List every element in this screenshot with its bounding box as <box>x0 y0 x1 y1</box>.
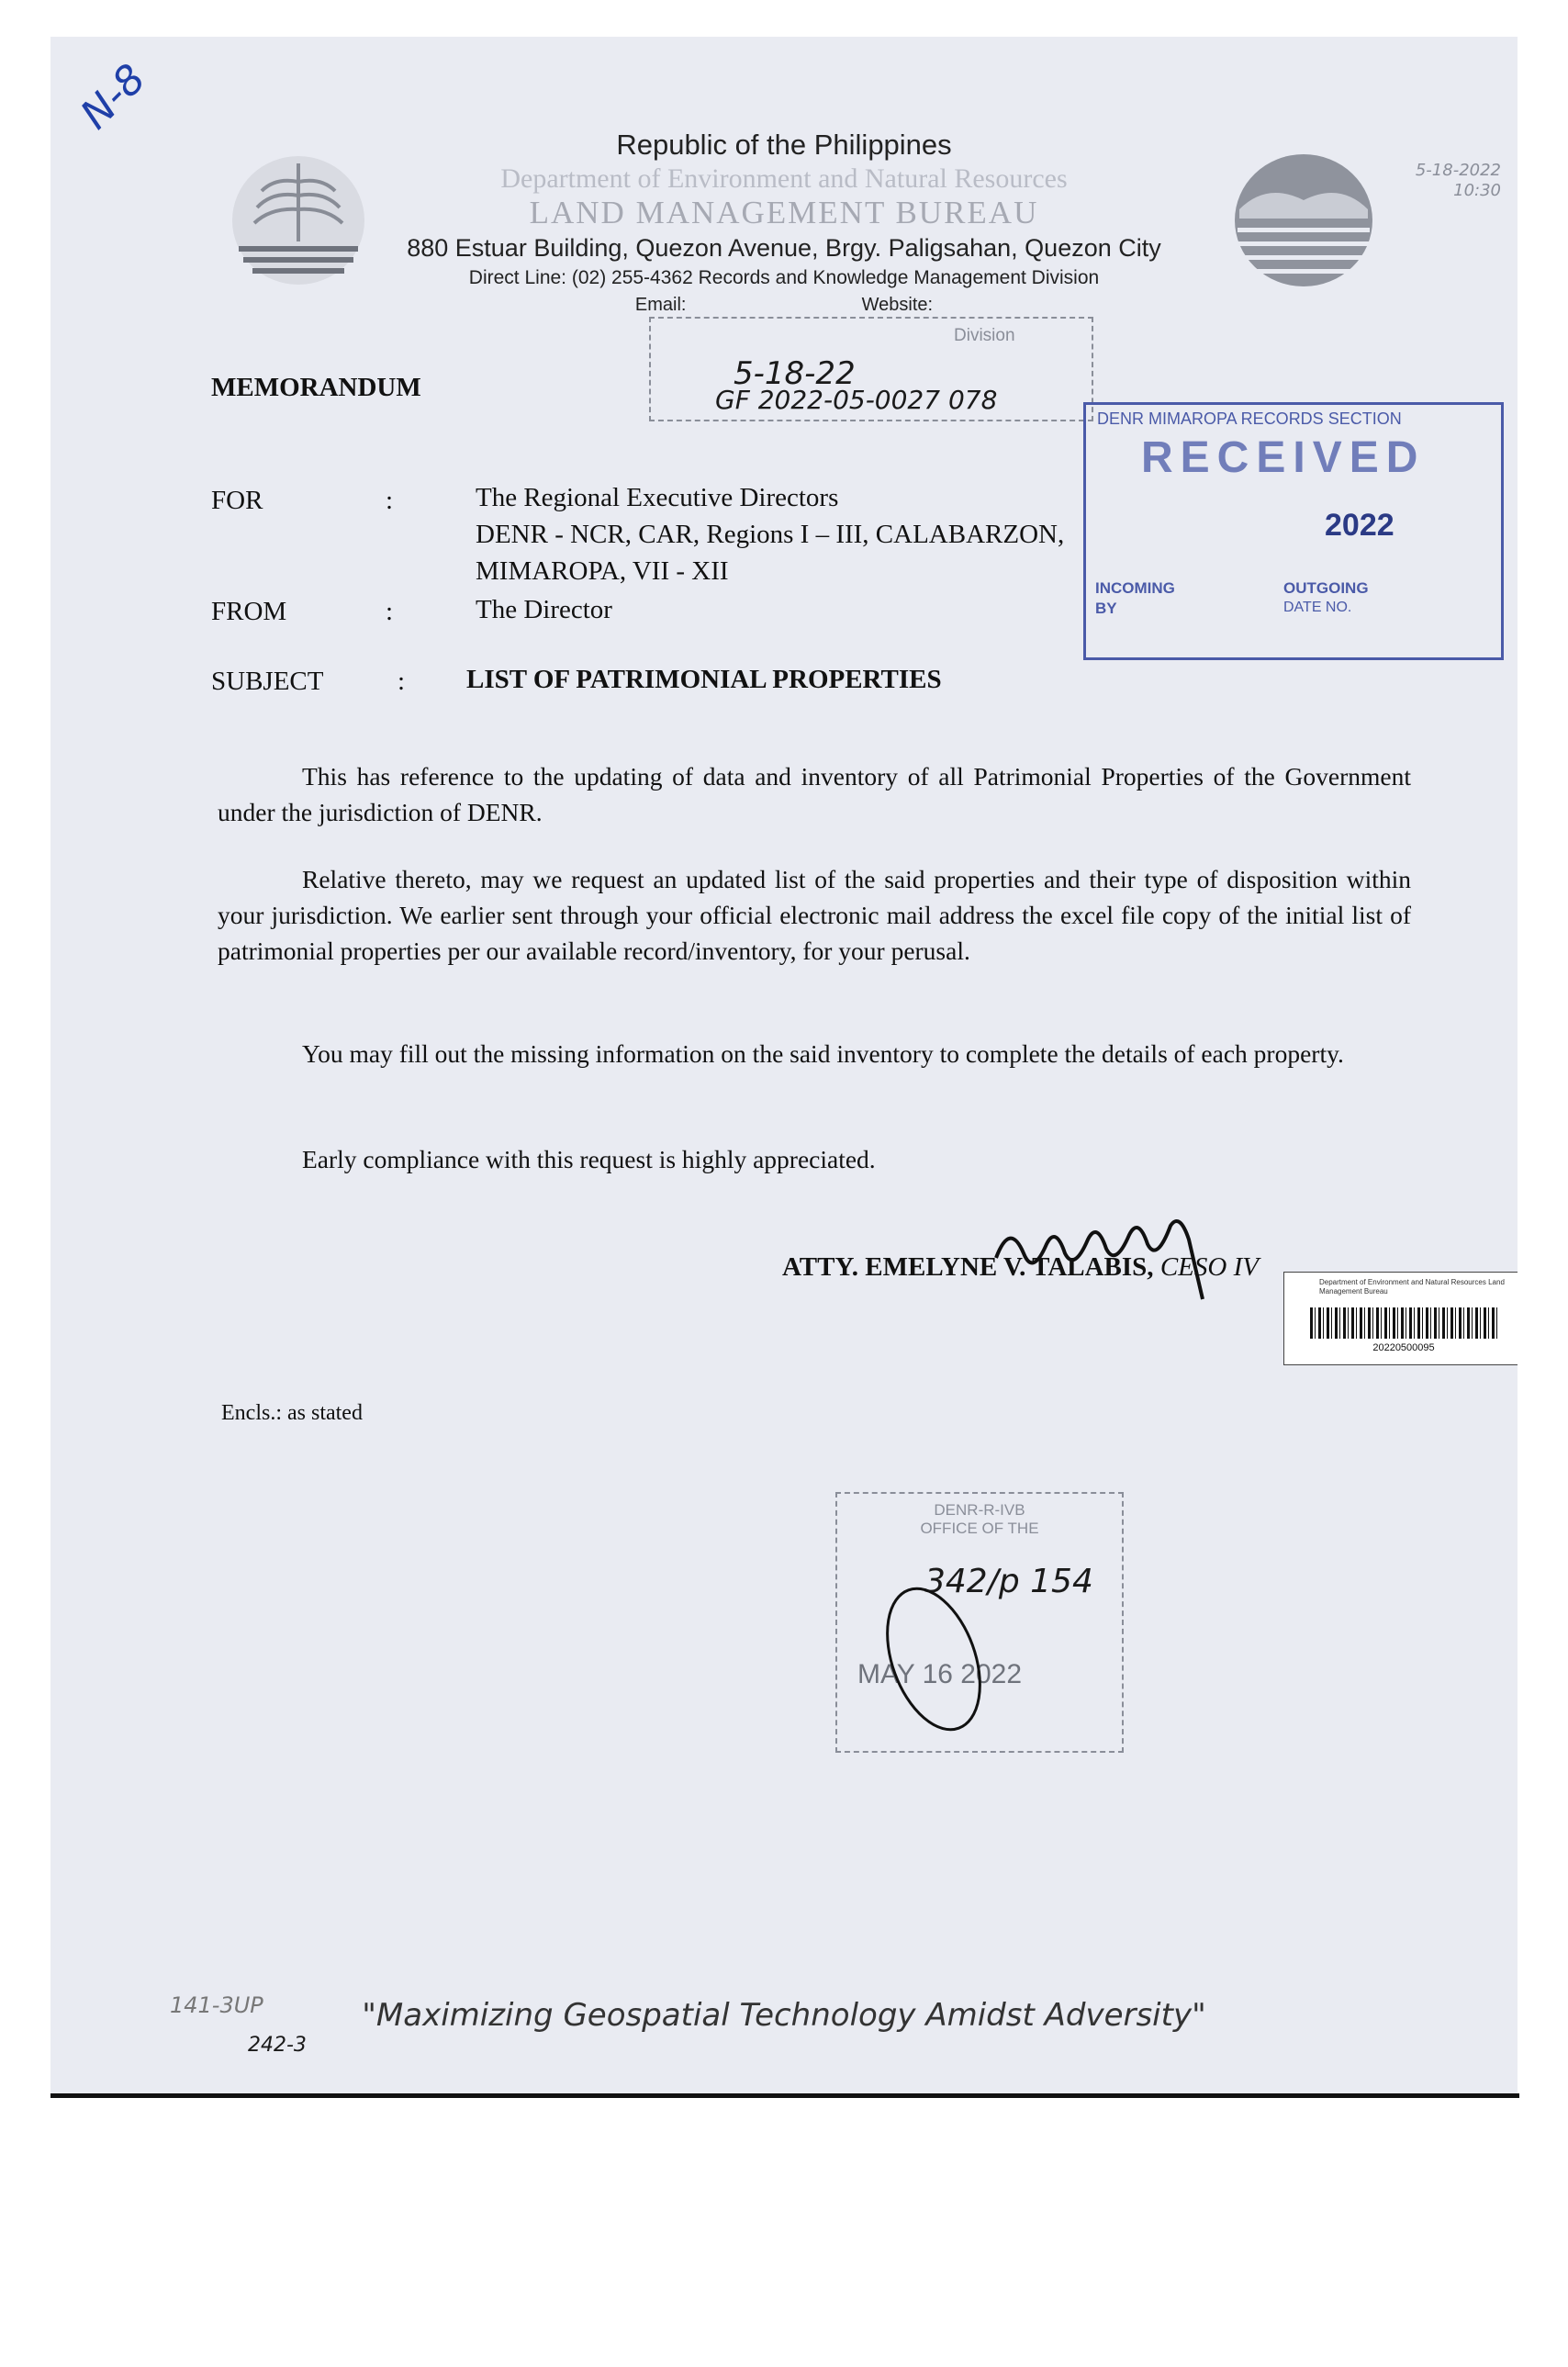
subject-value: LIST OF PATRIMONIAL PROPERTIES <box>466 665 942 694</box>
enclosures-note: Encls.: as stated <box>221 1401 363 1425</box>
direct-line: Direct Line: (02) 255-4362 Records and Knowledge Management Division <box>468 267 1100 288</box>
email-label: Email: <box>634 295 687 315</box>
handwritten-bottom-left-2: 242-3 <box>248 2034 307 2057</box>
signatory-name-text: ATTY. EMELYNE V. TALABIS, <box>782 1252 1154 1282</box>
received-stamp-date: 5-18-22 <box>734 355 856 392</box>
bottom-rule <box>50 2093 1519 2098</box>
email-website-line <box>50 295 1518 316</box>
mimaropa-stamp-date-no: DATE NO. <box>1283 600 1352 615</box>
received-stamp-doc-no: GF 2022-05-0027 078 <box>715 385 998 415</box>
region-ivb-stamp <box>835 1492 1124 1753</box>
region-ivb-line1: DENR-R-IVB <box>934 1501 1025 1519</box>
for-line-3: MIMAROPA, VII - XII <box>476 556 729 586</box>
barcode-agency: Department of Environment and Natural Resources Land Management Bureau <box>1319 1278 1505 1296</box>
signatory-title: CESO IV <box>1159 1252 1259 1282</box>
mimaropa-stamp-by: BY <box>1095 600 1117 617</box>
body-paragraph-3: You may fill out the missing information on the said inventory to complete the details of each property. <box>302 1039 1344 1068</box>
body-paragraph-1: This has reference to the updating of data and inventory of all Patrimonial Properties of the Government under the jurisdiction of DENR. <box>218 762 1411 826</box>
barcode-icon <box>1310 1307 1498 1339</box>
region-ivb-handwritten-ref: 342/p 154 <box>924 1563 1093 1600</box>
for-line-1: The Regional Executive Directors <box>476 483 839 512</box>
handwritten-top-right: 5-18-2022 10:30 <box>1415 161 1501 200</box>
memo-title: MEMORANDUM <box>211 373 421 402</box>
mimaropa-stamp-received: RECEIVED <box>1141 433 1426 482</box>
received-stamp-top <box>649 317 1093 421</box>
from-label: FROM <box>211 597 287 626</box>
signatory-name <box>782 1252 1259 1283</box>
bureau-address: 880 Estuar Building, Quezon Avenue, Brgy. Paligsahan, Quezon City <box>407 234 1161 262</box>
handwritten-top-left: N-8 <box>72 55 155 139</box>
body-paragraph-2: Relative thereto, may we request an updated list of the said properties and their type of disposition within your jurisdiction. We earlier sent through your official electronic mail address the excel file copy of the initial list of patrimonial properties per our available record/inventory, for your perusal. <box>218 865 1411 965</box>
barcode-label <box>1283 1272 1518 1365</box>
barcode-number: 20220500095 <box>1372 1342 1435 1353</box>
mimaropa-stamp-outgoing: OUTGOING <box>1283 579 1369 597</box>
mimaropa-stamp-year: 2022 <box>1325 508 1394 543</box>
received-stamp-division: Division <box>954 326 1015 345</box>
subject-label: SUBJECT <box>211 667 324 696</box>
mimaropa-received-stamp <box>1083 402 1504 660</box>
bureau-heading: LAND MANAGEMENT BUREAU <box>529 195 1039 230</box>
document-page <box>50 37 1518 2098</box>
for-label: FOR <box>211 486 263 515</box>
from-colon: : <box>386 597 394 626</box>
region-ivb-date: MAY 16 2022 <box>857 1659 1023 1689</box>
from-value: The Director <box>476 595 612 624</box>
republic-heading: Republic of the Philippines <box>616 129 952 161</box>
for-colon: : <box>386 486 394 515</box>
region-ivb-line2: OFFICE OF THE <box>920 1520 1039 1537</box>
circle-mark-icon <box>879 1576 989 1742</box>
footer-motto: "Maximizing Geospatial Technology Amidst Adversity" <box>362 1997 1206 2034</box>
subject-colon: : <box>398 667 406 696</box>
mimaropa-stamp-incoming: INCOMING <box>1095 579 1175 597</box>
website-label: Website: <box>861 295 934 315</box>
handwritten-bottom-left-1: 141-3UP <box>170 1992 263 2018</box>
department-heading: Department of Environment and Natural Resources <box>500 163 1068 194</box>
for-line-2: DENR - NCR, CAR, Regions I – III, CALABARZON, <box>476 520 1065 549</box>
mimaropa-stamp-header: DENR MIMAROPA RECORDS SECTION <box>1097 409 1402 428</box>
body-paragraph-4: Early compliance with this request is highly appreciated. <box>302 1145 876 1173</box>
